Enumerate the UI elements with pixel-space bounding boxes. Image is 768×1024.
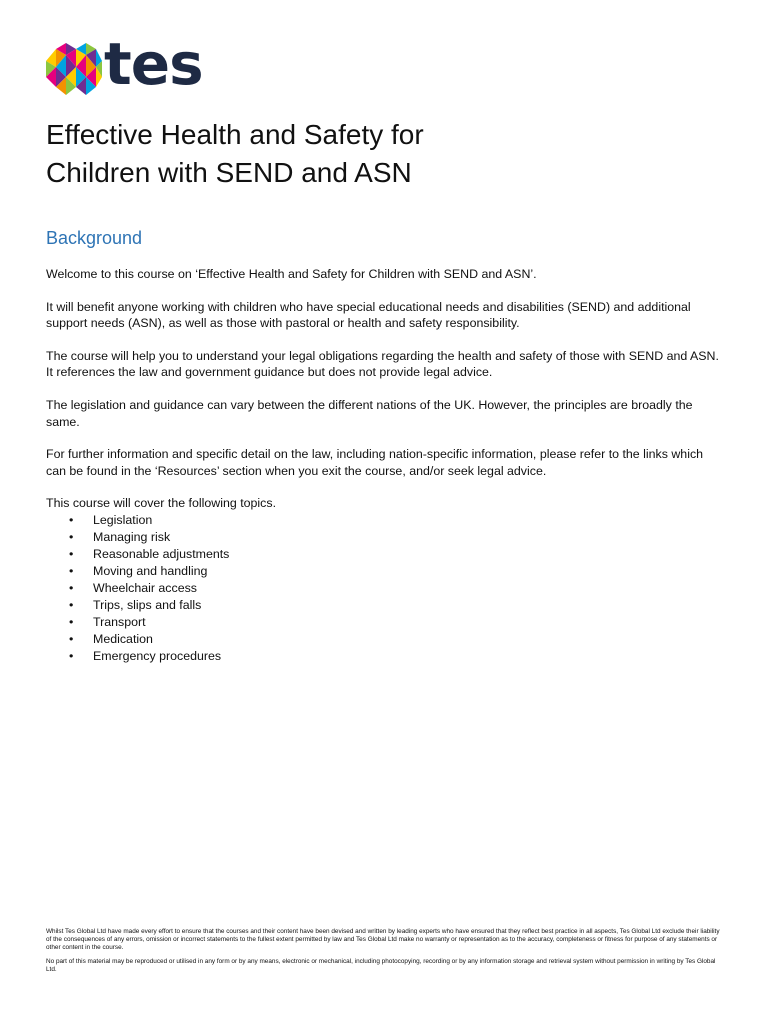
list-item: • Transport [93,614,726,631]
list-item: • Emergency procedures [93,648,726,665]
document-title [46,116,726,192]
paragraph-audience: It will benefit anyone working with children who have special educational needs and disabilities (SEND) and additional support needs (ASN), as well as those with pastoral or health and safety responsibility. [46,299,691,331]
title-line-2: Children with SEND and ASN [46,157,412,188]
list-item: • Reasonable adjustments [93,546,726,563]
disclaimer-copyright: No part of this material may be reproduced or utilised in any form or by any means, electronic or mechanical, including photocopying, recording or by any information storage and retrieval system without permission in writing by Tes Global Ltd. [46,958,716,973]
list-item: • Medication [93,631,726,648]
tes-wordmark: tes [104,30,203,98]
document-body [46,266,726,665]
paragraph-topics-intro: This course will cover the following topics. [46,496,277,511]
list-item: • Managing risk [93,529,726,546]
paragraph-legal-obligations: The course will help you to understand your legal obligations regarding the health and safety of those with SEND and ASN. It references the law and government guidance but does not provide legal advice. [46,348,719,380]
paragraph-nations: The legislation and guidance can vary between the different nations of the UK. However, the principles are broadly the same. [46,397,693,429]
list-item: • Trips, slips and falls [93,597,726,614]
list-item: • Moving and handling [93,563,726,580]
section-heading: Background [46,228,143,248]
legal-disclaimer [46,928,722,980]
list-item: • Legislation [93,512,726,529]
tes-logo [46,30,206,100]
paragraph-further-info: For further information and specific detail on the law, including nation-specific information, please refer to the links which can be found in the ‘Resources’ section when you exit the course, and/or seek legal advice. [46,447,704,478]
tes-logo-mark-icon [46,43,102,95]
paragraph-welcome: Welcome to this course on ‘Effective Health and Safety for Children with SEND and ASN’. [46,267,537,281]
list-item: • Wheelchair access [93,580,726,597]
disclaimer-liability: Whilst Tes Global Ltd have made every effort to ensure that the courses and their content have been devised and written by leading experts who have ensured that they reflect best practice in all aspects, Tes Global Ltd exclude their liability of the consequences of any errors, omission or incorrect statements to the fullest extent permitted by law and Tes Global Ltd make no warranty or representation as to the accuracy, completeness or fitness for purpose of any statements or other content in the course. [46,928,720,951]
title-line-1: Effective Health and Safety for [46,119,424,150]
topics-list [46,512,726,665]
